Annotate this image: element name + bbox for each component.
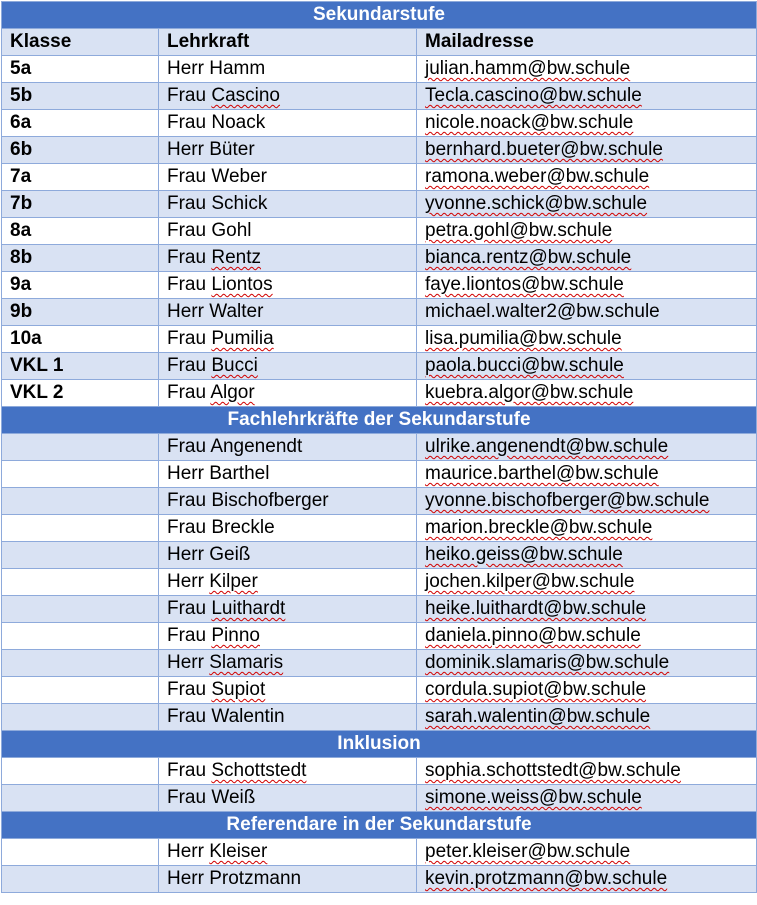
teacher-cell: [159, 569, 417, 596]
teacher-cell: [159, 434, 417, 461]
teacher-cell: [159, 191, 417, 218]
table-row: [2, 164, 757, 191]
class-cell: 6a: [2, 110, 159, 137]
teacher-surname: Walter: [209, 301, 264, 322]
teacher-cell: [159, 218, 417, 245]
email-cell: [417, 542, 757, 569]
class-cell: [2, 704, 159, 731]
teacher-title: Frau: [167, 598, 207, 619]
class-cell: [2, 434, 159, 461]
table-row: [2, 758, 757, 785]
email-cell: [417, 596, 757, 623]
teacher-cell: [159, 272, 417, 299]
teacher-title: Herr: [167, 652, 204, 673]
table-row: [2, 56, 757, 83]
email-address: bernhard.bueter@bw.schule: [425, 139, 663, 160]
teacher-title: Frau: [167, 760, 207, 781]
teacher-title: Herr: [167, 571, 204, 592]
email-address: peter.kleiser@bw.schule: [425, 841, 631, 862]
section-header: [2, 731, 757, 758]
column-header-lehrkraft: Lehrkraft: [159, 29, 417, 56]
teacher-surname: Barthel: [209, 463, 270, 484]
email-address: marion.breckle@bw.schule: [425, 517, 653, 538]
table-row: [2, 785, 757, 812]
teacher-cell: [159, 164, 417, 191]
email-cell: [417, 137, 757, 164]
teacher-title: Frau: [167, 787, 207, 808]
class-cell: 10a: [2, 326, 159, 353]
class-cell: [2, 650, 159, 677]
table-row: [2, 569, 757, 596]
column-header-row: [2, 29, 757, 56]
teacher-title: Frau: [167, 85, 207, 106]
email-cell: [417, 461, 757, 488]
email-address: ramona.weber@bw.schule: [425, 166, 650, 187]
email-cell: [417, 569, 757, 596]
teacher-surname: Bischofberger: [211, 490, 329, 511]
table-row: [2, 461, 757, 488]
table-row: [2, 272, 757, 299]
table-row: [2, 83, 757, 110]
teacher-cell: [159, 542, 417, 569]
teacher-title: Herr: [167, 139, 204, 160]
email-cell: [417, 515, 757, 542]
email-cell: [417, 110, 757, 137]
teacher-cell: [159, 110, 417, 137]
teacher-surname: Schottstedt: [211, 760, 307, 781]
email-cell: [417, 164, 757, 191]
class-cell: VKL 1: [2, 353, 159, 380]
table-row: [2, 218, 757, 245]
email-address: yvonne.schick@bw.schule: [425, 193, 648, 214]
email-cell: [417, 488, 757, 515]
teacher-cell: [159, 866, 417, 893]
email-address: simone.weiss@bw.schule: [425, 787, 642, 808]
teacher-cell: [159, 623, 417, 650]
teacher-surname: Liontos: [211, 274, 273, 295]
email-cell: [417, 866, 757, 893]
email-cell: [417, 380, 757, 407]
email-cell: [417, 650, 757, 677]
class-cell: [2, 461, 159, 488]
table-row: [2, 245, 757, 272]
teacher-surname: Weiß: [211, 787, 256, 808]
teacher-title: Frau: [167, 382, 207, 403]
email-cell: [417, 839, 757, 866]
table-row: [2, 866, 757, 893]
teacher-title: Frau: [167, 193, 207, 214]
teacher-surname: Hamm: [209, 58, 266, 79]
teacher-cell: [159, 461, 417, 488]
email-cell: [417, 623, 757, 650]
teacher-cell: [159, 245, 417, 272]
class-cell: 8b: [2, 245, 159, 272]
table-row: [2, 110, 757, 137]
table-row: [2, 650, 757, 677]
table-row: [2, 677, 757, 704]
teacher-title: Frau: [167, 328, 207, 349]
teacher-title: Frau: [167, 274, 207, 295]
teacher-surname: Kilper: [209, 571, 258, 592]
class-cell: 5b: [2, 83, 159, 110]
class-cell: [2, 785, 159, 812]
table-row: [2, 542, 757, 569]
teacher-title: Frau: [167, 490, 207, 511]
teacher-title: Frau: [167, 355, 207, 376]
email-cell: [417, 353, 757, 380]
section-title: Referendare in der Sekundarstufe: [2, 812, 757, 839]
email-cell: [417, 299, 757, 326]
email-address: cordula.supiot@bw.schule: [425, 679, 647, 700]
teacher-title: Frau: [167, 679, 207, 700]
email-cell: [417, 326, 757, 353]
teacher-surname: Slamaris: [209, 652, 284, 673]
teacher-cell: [159, 56, 417, 83]
email-cell: [417, 785, 757, 812]
email-address: julian.hamm@bw.schule: [425, 58, 631, 79]
section-title: Fachlehrkräfte der Sekundarstufe: [2, 407, 757, 434]
email-cell: [417, 191, 757, 218]
email-address: jochen.kilper@bw.schule: [425, 571, 635, 592]
teacher-cell: [159, 326, 417, 353]
teacher-surname: Breckle: [211, 517, 275, 538]
class-cell: 9b: [2, 299, 159, 326]
class-cell: [2, 839, 159, 866]
teacher-title: Frau: [167, 220, 207, 241]
table-row: [2, 623, 757, 650]
section-header: [2, 407, 757, 434]
teacher-title: Frau: [167, 166, 207, 187]
teacher-surname: Protzmann: [209, 868, 302, 889]
table-row: [2, 596, 757, 623]
class-cell: [2, 866, 159, 893]
teacher-surname: Angenendt: [210, 436, 303, 457]
email-address: maurice.barthel@bw.schule: [425, 463, 659, 484]
teacher-title: Herr: [167, 58, 204, 79]
teacher-title: Herr: [167, 544, 204, 565]
teacher-cell: [159, 839, 417, 866]
email-address: sarah.walentin@bw.schule: [425, 706, 651, 727]
class-cell: 8a: [2, 218, 159, 245]
teacher-surname: Luithardt: [211, 598, 286, 619]
email-address: heike.luithardt@bw.schule: [425, 598, 647, 619]
teacher-title: Herr: [167, 463, 204, 484]
table-row: [2, 299, 757, 326]
section-header: [2, 812, 757, 839]
teacher-cell: [159, 380, 417, 407]
column-header-mailadresse: Mailadresse: [417, 29, 757, 56]
teacher-surname: Geiß: [209, 544, 251, 565]
teacher-cell: [159, 137, 417, 164]
table-row: [2, 191, 757, 218]
teacher-title: Herr: [167, 301, 204, 322]
table-row: [2, 488, 757, 515]
teacher-title: Frau: [167, 517, 207, 538]
class-cell: [2, 758, 159, 785]
teacher-title: Herr: [167, 868, 204, 889]
teacher-surname: Bucci: [211, 355, 258, 376]
teacher-surname: Pumilia: [211, 328, 274, 349]
teacher-surname: Weber: [211, 166, 267, 187]
teacher-title: Herr: [167, 841, 204, 862]
teacher-cell: [159, 299, 417, 326]
email-address: Tecla.cascino@bw.schule: [425, 85, 642, 106]
teacher-surname: Kleiser: [209, 841, 268, 862]
teacher-surname: Supiot: [211, 679, 266, 700]
teacher-surname: Pinno: [211, 625, 260, 646]
class-cell: [2, 596, 159, 623]
teacher-cell: [159, 596, 417, 623]
teacher-cell: [159, 515, 417, 542]
teacher-cell: [159, 488, 417, 515]
email-cell: [417, 83, 757, 110]
teacher-cell: [159, 83, 417, 110]
email-cell: [417, 56, 757, 83]
teacher-title: Frau: [167, 247, 207, 268]
email-address: sophia.schottstedt@bw.schule: [425, 760, 681, 781]
email-address: nicole.noack@bw.schule: [425, 112, 634, 133]
email-cell: [417, 758, 757, 785]
teacher-title: Frau: [167, 625, 207, 646]
teacher-surname: Walentin: [211, 706, 285, 727]
class-cell: 7a: [2, 164, 159, 191]
class-cell: [2, 677, 159, 704]
class-cell: 7b: [2, 191, 159, 218]
teacher-cell: [159, 677, 417, 704]
class-cell: [2, 623, 159, 650]
class-cell: [2, 569, 159, 596]
email-cell: [417, 704, 757, 731]
email-cell: [417, 245, 757, 272]
table-row: [2, 704, 757, 731]
teacher-surname: Algor: [210, 382, 255, 403]
email-address: ulrike.angenendt@bw.schule: [425, 436, 669, 457]
table-body: [2, 2, 757, 893]
section-header: [2, 2, 757, 29]
teacher-surname: Schick: [211, 193, 268, 214]
email-address: heiko.geiss@bw.schule: [425, 544, 623, 565]
email-address: kevin.protzmann@bw.schule: [425, 868, 668, 889]
teacher-title: Frau: [167, 706, 207, 727]
email-address: paola.bucci@bw.schule: [425, 355, 624, 376]
teacher-cell: [159, 353, 417, 380]
table-row: [2, 380, 757, 407]
teacher-cell: [159, 785, 417, 812]
email-address: faye.liontos@bw.schule: [425, 274, 624, 295]
teacher-cell: [159, 704, 417, 731]
section-title: Inklusion: [2, 731, 757, 758]
class-cell: 5a: [2, 56, 159, 83]
teacher-cell: [159, 650, 417, 677]
email-address: petra.gohl@bw.schule: [425, 220, 613, 241]
email-address: michael.walter2@bw.schule: [425, 301, 660, 322]
teacher-surname: Büter: [209, 139, 255, 160]
table-row: [2, 515, 757, 542]
email-address: yvonne.bischofberger@bw.schule: [425, 490, 710, 511]
table-row: [2, 137, 757, 164]
teacher-title: Frau: [167, 436, 207, 457]
table-row: [2, 434, 757, 461]
teacher-surname: Gohl: [211, 220, 252, 241]
email-cell: [417, 218, 757, 245]
email-address: lisa.pumilia@bw.schule: [425, 328, 622, 349]
class-cell: VKL 2: [2, 380, 159, 407]
email-cell: [417, 272, 757, 299]
email-address: bianca.rentz@bw.schule: [425, 247, 632, 268]
email-address: dominik.slamaris@bw.schule: [425, 652, 670, 673]
table-row: [2, 353, 757, 380]
teacher-title: Frau: [167, 112, 207, 133]
teacher-cell: [159, 758, 417, 785]
class-cell: 9a: [2, 272, 159, 299]
column-header-klasse: Klasse: [2, 29, 159, 56]
table-row: [2, 839, 757, 866]
teacher-contact-table: [1, 1, 757, 893]
email-address: daniela.pinno@bw.schule: [425, 625, 641, 646]
email-address: kuebra.algor@bw.schule: [425, 382, 634, 403]
email-cell: [417, 677, 757, 704]
class-cell: [2, 515, 159, 542]
class-cell: [2, 542, 159, 569]
class-cell: 6b: [2, 137, 159, 164]
email-cell: [417, 434, 757, 461]
teacher-surname: Rentz: [211, 247, 261, 268]
class-cell: [2, 488, 159, 515]
section-title: Sekundarstufe: [2, 2, 757, 29]
teacher-surname: Cascino: [211, 85, 281, 106]
table-row: [2, 326, 757, 353]
teacher-surname: Noack: [211, 112, 266, 133]
